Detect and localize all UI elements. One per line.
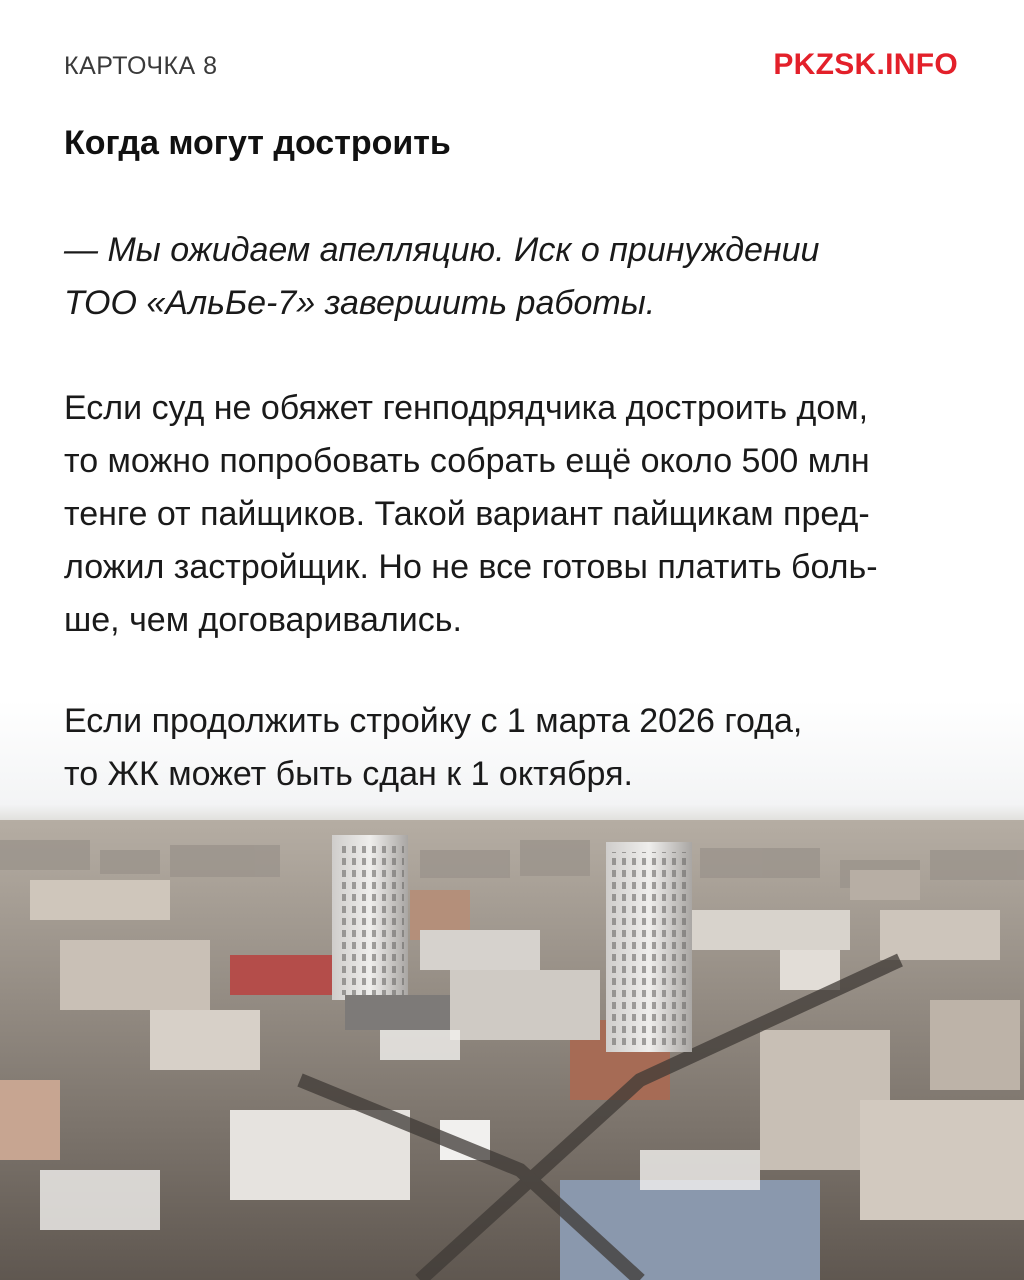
section-heading: Когда могут достроить xyxy=(64,124,451,162)
paragraph-line: то можно попробовать собрать ещё около 500 млн xyxy=(64,442,870,480)
paragraph-line: тенге от пайщиков. Такой вариант пайщикам пред- xyxy=(64,495,870,533)
quote-line: — Мы ожидаем апелляцию. Иск о принуждении xyxy=(64,231,820,269)
body-paragraph-1 xyxy=(64,382,964,647)
body-paragraph-2 xyxy=(64,695,964,801)
paragraph-line: ложил застройщик. Но не все готовы платить боль- xyxy=(64,548,878,586)
paragraph-line: то ЖК может быть сдан к 1 октября. xyxy=(64,755,633,793)
card-number-label: КАРТОЧКА 8 xyxy=(64,52,218,80)
paragraph-line: Если суд не обяжет генподрядчика достроить дом, xyxy=(64,389,869,427)
paragraph-line: Если продолжить стройку с 1 марта 2026 года, xyxy=(64,702,803,740)
site-logo-link[interactable]: PKZSK.INFO xyxy=(773,48,958,81)
quote-paragraph xyxy=(64,224,964,330)
quote-line: ТОО «АльБе-7» завершить работы. xyxy=(64,284,656,322)
paragraph-line: ше, чем договаривались. xyxy=(64,601,462,639)
